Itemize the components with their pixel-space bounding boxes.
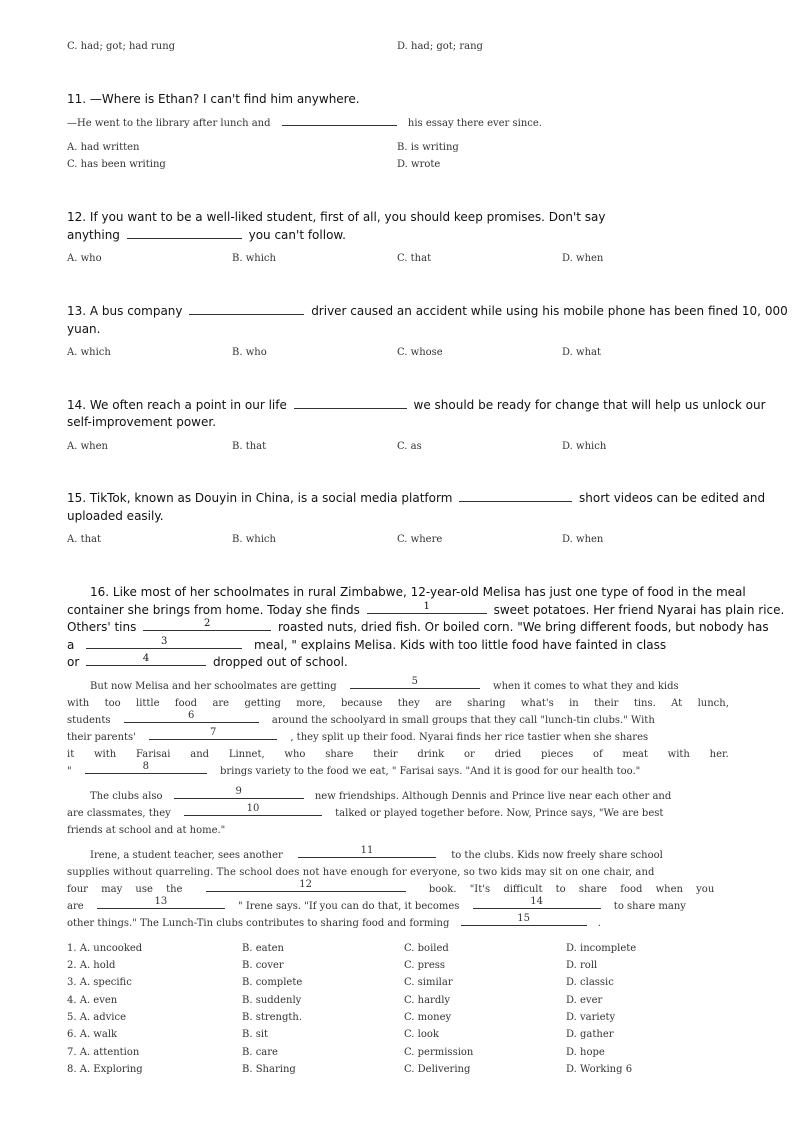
blank-number: 12 <box>299 879 312 890</box>
q16-text: to share many <box>613 901 686 912</box>
q16-blank-14[interactable] <box>473 896 601 909</box>
q16-word: too <box>104 698 121 709</box>
q16-p4-line4 <box>67 896 686 912</box>
q16-blank-2[interactable] <box>143 618 271 631</box>
q16-word: are <box>435 698 452 709</box>
q16-text: a <box>67 638 75 652</box>
q12-option-b: B. which <box>232 253 276 264</box>
q13-line1 <box>67 304 788 318</box>
q16-p4-line2: supplies without quarreling. The school does not have enough for everyone, so two kids may sit on one chair, and <box>67 867 655 878</box>
q16-blank-8[interactable] <box>85 761 207 774</box>
blank-number: 7 <box>209 727 217 738</box>
q16-text: roasted nuts, dried fish. Or boiled corn. "We bring different foods, but nobody has <box>278 620 769 634</box>
q13-option-a: A. which <box>67 347 111 358</box>
q16-p3-line1 <box>90 786 672 802</box>
q14-text-a: 14. We often reach a point in our life <box>67 398 287 412</box>
q16-text: The clubs also <box>90 791 163 802</box>
q16-p1-line3 <box>67 620 769 634</box>
q16-word: tins. <box>633 698 656 709</box>
q10-option-d: D. had; got; rang <box>397 41 483 52</box>
option-b: B. strength. <box>242 1012 303 1023</box>
option-b: B. eaten <box>242 943 284 954</box>
q14-option-c: C. as <box>397 441 422 452</box>
q16-text: " Irene says. "If you can do that, it becomes <box>238 901 460 912</box>
q16-text: when it comes to what they and kids <box>493 681 679 692</box>
q12-text-b: you can't follow. <box>248 228 346 242</box>
q16-word: dried <box>494 749 522 760</box>
blank-number: 6 <box>188 710 195 721</box>
q16-p4-line1 <box>90 845 663 861</box>
q16-text: talked or played together before. Now, Prince says, "We are best <box>335 808 664 819</box>
q11-blank[interactable] <box>282 125 397 126</box>
q16-word: sharing <box>467 698 506 709</box>
q16-text: students <box>67 715 111 726</box>
q16-text: meal, " explains Melisa. Kids with too little food have fainted in class <box>254 638 667 652</box>
q15-text-b: short videos can be edited and <box>579 491 766 505</box>
q16-word: what's <box>520 698 554 709</box>
q15-line2: uploaded easily. <box>67 509 164 523</box>
q16-text: dropped out of school. <box>212 655 348 669</box>
q16-word: who <box>284 749 306 760</box>
q16-p2-line2 <box>67 698 729 709</box>
q16-p3-line3: friends at school and at home." <box>67 825 226 836</box>
q12-blank[interactable] <box>127 238 242 239</box>
q16-word: are <box>212 698 230 709</box>
q13-option-c: C. whose <box>397 347 443 358</box>
q16-blank-9[interactable] <box>174 786 304 799</box>
blank-number: 2 <box>203 618 211 629</box>
q16-word: their <box>373 749 398 760</box>
option-b: B. Sharing <box>242 1064 296 1075</box>
q16-blank-10[interactable] <box>184 803 322 816</box>
q16-word: share <box>325 749 354 760</box>
option-c: C. permission <box>404 1047 474 1058</box>
q16-word: Linnet, <box>228 749 265 760</box>
option-a: 4. A. even <box>67 995 118 1006</box>
blank-number: 14 <box>530 896 543 907</box>
option-a: 3. A. specific <box>67 977 132 988</box>
q14-option-a: A. when <box>67 441 108 452</box>
q16-blank-7[interactable] <box>149 727 277 740</box>
q16-p1-line2 <box>67 603 784 617</box>
q11-text-b: his essay there ever since. <box>407 118 542 129</box>
option-d: D. ever <box>566 995 603 1006</box>
q12-option-c: C. that <box>397 253 432 264</box>
q16-p1-line4 <box>67 638 666 652</box>
q16-text: book. "It's difficult to share food when you <box>428 884 715 895</box>
q16-p1-line5 <box>67 655 348 669</box>
q16-blank-15[interactable] <box>461 913 587 926</box>
q13-blank[interactable] <box>189 314 304 315</box>
q16-word: and <box>190 749 210 760</box>
q16-p2-line6 <box>67 761 641 777</box>
q16-blank-4[interactable] <box>86 653 206 666</box>
blank-number: 1 <box>423 601 430 612</box>
q16-blank-1[interactable] <box>367 601 487 614</box>
q15-text-a: 15. TikTok, known as Douyin in China, is a social media platform <box>67 491 453 505</box>
q16-text: other things." The Lunch-Tin clubs contributes to sharing food and forming <box>67 918 450 929</box>
blank-number: 5 <box>411 676 419 687</box>
q16-word: in <box>569 698 579 709</box>
option-d: D. Working 6 <box>566 1064 633 1075</box>
blank-number: 9 <box>235 786 242 797</box>
q16-word: Farisai <box>135 749 171 760</box>
q12-line2 <box>67 228 346 242</box>
q11-option-c: C. has been writing <box>67 159 166 170</box>
q16-word: with <box>93 749 117 760</box>
q16-text: But now Melisa and her schoolmates are getting <box>90 681 337 692</box>
q16-word: drink <box>417 749 445 760</box>
option-c: C. boiled <box>404 943 449 954</box>
q16-text: Others' tins <box>67 620 137 634</box>
q11-text-a: —He went to the library after lunch and <box>67 118 271 129</box>
option-b: B. suddenly <box>242 995 302 1006</box>
q11-stem: 11. —Where is Ethan? I can't find him anywhere. <box>67 92 360 106</box>
q16-p2-line4 <box>67 727 649 743</box>
q16-word: getting <box>244 698 281 709</box>
blank-number: 13 <box>154 896 168 907</box>
q15-option-a: A. that <box>67 534 102 545</box>
q16-word: pieces <box>541 749 574 760</box>
q12-text-a: anything <box>67 228 120 242</box>
q16-text: sweet potatoes. Her friend Nyarai has plain rice. <box>493 603 785 617</box>
option-a: 5. A. advice <box>67 1012 127 1023</box>
q14-blank[interactable] <box>294 408 407 409</box>
q15-option-c: C. where <box>397 534 443 545</box>
q13-text-b: driver caused an accident while using his mobile phone has been fined 10, 000 <box>311 304 788 318</box>
option-b: B. care <box>242 1047 278 1058</box>
option-d: D. gather <box>566 1029 614 1040</box>
q12-option-d: D. when <box>562 253 604 264</box>
q16-text: " <box>67 766 72 777</box>
q12-line1: 12. If you want to be a well-liked student, first of all, you should keep promises. Don't say <box>67 210 606 224</box>
q16-word: food <box>174 698 198 709</box>
q16-text: . <box>597 918 601 929</box>
blank-number: 3 <box>161 636 168 647</box>
q16-word: because <box>340 698 383 709</box>
q16-word: of <box>592 749 603 760</box>
q16-text: to the clubs. Kids now freely share school <box>451 850 663 861</box>
q16-blank-6[interactable] <box>124 710 259 723</box>
q16-word: with <box>67 698 90 709</box>
q16-word: it <box>67 749 75 760</box>
blank-number: 11 <box>360 845 374 856</box>
option-d: D. incomplete <box>566 943 637 954</box>
option-a: 2. A. hold <box>67 960 116 971</box>
q11-option-b: B. is writing <box>397 142 459 153</box>
q16-blank-11[interactable] <box>298 845 436 858</box>
q11-option-a: A. had written <box>67 142 140 153</box>
q13-line2: yuan. <box>67 322 101 336</box>
blank-number: 4 <box>142 653 150 664</box>
option-a: 1. A. uncooked <box>67 943 143 954</box>
q16-word: their <box>594 698 619 709</box>
option-a: 8. A. Exploring <box>67 1064 143 1075</box>
q16-word: lunch, <box>697 698 729 709</box>
q16-text: are <box>67 901 84 912</box>
q16-blank-12[interactable] <box>206 879 406 892</box>
option-d: D. roll <box>566 960 598 971</box>
q16-word: little <box>136 698 160 709</box>
q14-line1 <box>67 398 766 412</box>
q15-blank[interactable] <box>459 501 572 502</box>
option-d: D. classic <box>566 977 614 988</box>
q14-text-b: we should be ready for change that will help us unlock our <box>413 398 766 412</box>
q10-option-c: C. had; got; had rung <box>67 41 176 52</box>
q14-option-b: B. that <box>232 441 267 452</box>
q16-p2-line5 <box>67 749 729 760</box>
q14-option-d: D. which <box>562 441 607 452</box>
blank-number: 10 <box>246 803 260 814</box>
option-c: C. money <box>404 1012 452 1023</box>
q11-line2 <box>67 118 542 129</box>
option-b: B. sit <box>242 1029 269 1040</box>
q16-p2-line1 <box>90 676 679 692</box>
q16-text: new friendships. Although Dennis and Prince live near each other and <box>314 791 672 802</box>
q11-option-d: D. wrote <box>397 159 441 170</box>
q13-option-d: D. what <box>562 347 601 358</box>
q16-blank-3[interactable] <box>86 636 242 649</box>
q16-p1-line1: 16. Like most of her schoolmates in rural Zimbabwe, 12-year-old Melisa has just one type of food in the meal <box>90 585 746 599</box>
option-c: C. Delivering <box>404 1064 471 1075</box>
q16-word: meat <box>622 749 648 760</box>
q16-text: four may use the <box>67 884 183 895</box>
option-b: B. complete <box>242 977 303 988</box>
q16-p4-line5 <box>67 913 601 929</box>
option-d: D. variety <box>566 1012 616 1023</box>
q16-word: more, <box>296 698 326 709</box>
q15-option-d: D. when <box>562 534 604 545</box>
option-c: C. hardly <box>404 995 451 1006</box>
q15-line1 <box>67 491 765 505</box>
q16-text: Irene, a student teacher, sees another <box>90 850 283 861</box>
blank-number: 8 <box>142 761 149 772</box>
q16-word: At <box>671 698 683 709</box>
q16-text: or <box>67 655 80 669</box>
option-b: B. cover <box>242 960 284 971</box>
option-c: C. look <box>404 1029 439 1040</box>
q16-word: her. <box>709 749 729 760</box>
blank-number: 15 <box>517 913 530 924</box>
q16-p2-line3 <box>67 710 655 726</box>
q16-blank-5[interactable] <box>350 676 480 689</box>
option-d: D. hope <box>566 1047 605 1058</box>
q16-p3-line2 <box>67 803 664 819</box>
q13-option-b: B. who <box>232 347 267 358</box>
option-c: C. press <box>404 960 446 971</box>
q12-option-a: A. who <box>67 253 102 264</box>
q16-p4-line3 <box>67 879 715 895</box>
q16-text: around the schoolyard in small groups that they call "lunch-tin clubs." With <box>271 715 655 726</box>
q16-word: or <box>464 749 475 760</box>
q16-text: brings variety to the food we eat, " Farisai says. "And it is good for our health too." <box>219 766 641 777</box>
q16-blank-13[interactable] <box>97 896 225 909</box>
q16-text: , they split up their food. Nyarai finds her rice tastier when she shares <box>290 732 649 743</box>
q13-text-a: 13. A bus company <box>67 304 183 318</box>
q16-text: are classmates, they <box>67 808 171 819</box>
option-a: 7. A. attention <box>67 1047 140 1058</box>
q16-text: their parents' <box>67 732 136 743</box>
q15-option-b: B. which <box>232 534 276 545</box>
q16-word: they <box>397 698 420 709</box>
option-a: 6. A. walk <box>67 1029 118 1040</box>
option-c: C. similar <box>404 977 453 988</box>
q16-text: container she brings from home. Today she finds <box>67 603 360 617</box>
q16-word: with <box>667 749 690 760</box>
q14-line2: self-improvement power. <box>67 415 217 429</box>
